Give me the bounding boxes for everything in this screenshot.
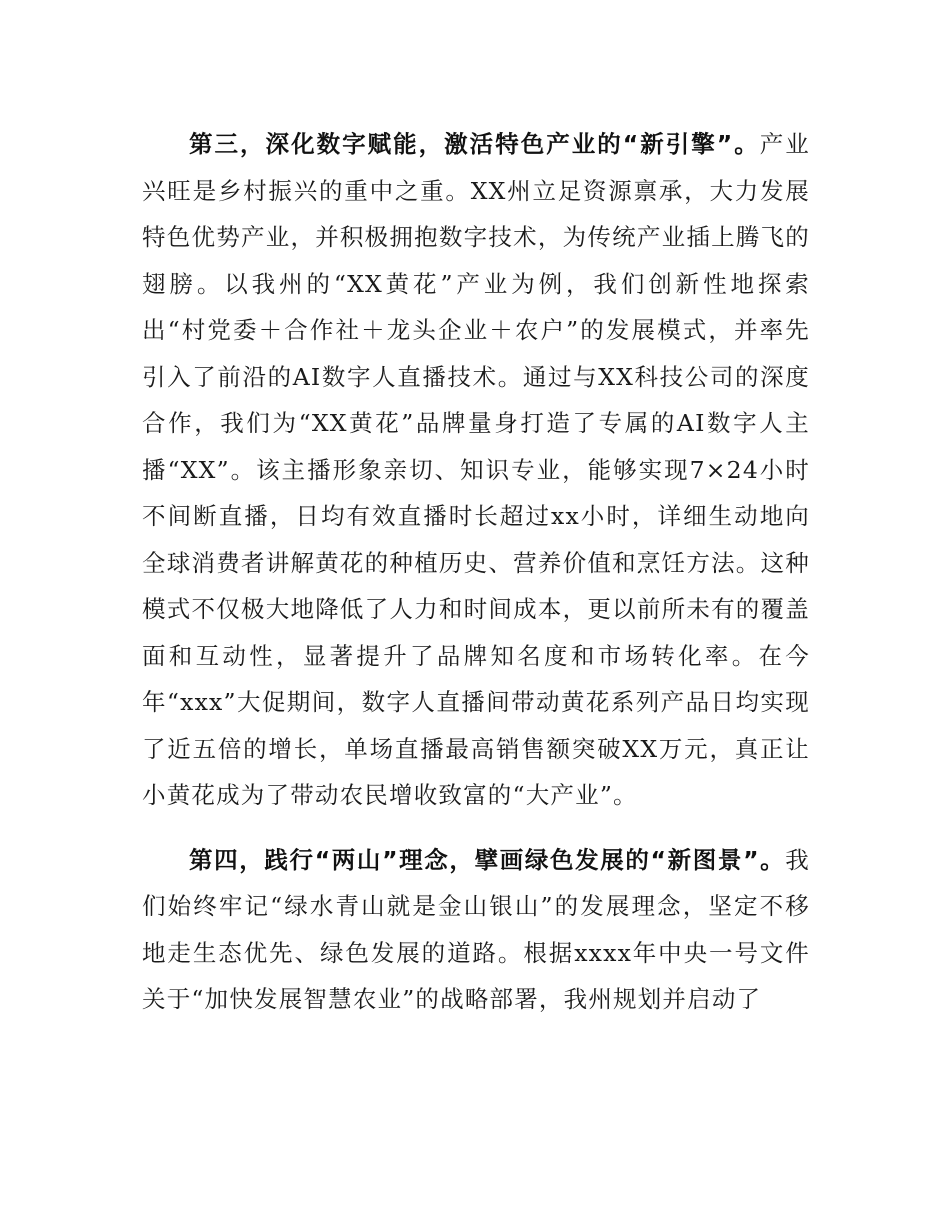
document-body bbox=[142, 121, 810, 1023]
paragraph-heading: 第四，践行“两山”理念，擘画绿色发展的“新图景”。 bbox=[189, 845, 786, 874]
paragraph-third-point bbox=[142, 121, 810, 819]
paragraph-text: 我们始终牢记“绿水青山就是金山银山”的发展理念，坚定不移地走生态优先、绿色发展的道路。根据xxxx年中央一号文件关于“加快发展智慧农业”的战略部署，我州规划并启动了 bbox=[142, 845, 810, 1013]
paragraph-text: 产业兴旺是乡村振兴的重中之重。XX州立足资源禀承，大力发展特色优势产业，并积极拥抱数字技术，为传统产业插上腾飞的翅膀。以我州的“XX黄花”产业为例，我们创新性地探索出“村党委＋合作社＋龙头企业＋农户”的发展模式，并率先引入了前沿的AI数字人直播技术。通过与XX科技公司的深度合作，我们为“XX黄花”品牌量身打造了专属的AI数字人主播“XX”。该主播形象亲切、知识专业，能够实现7×24小时不间断直播，日均有效直播时长超过xx小时，详细生动地向全球消费者讲解黄花的种植历史、营养价值和烹饪方法。这种模式不仅极大地降低了人力和时间成本，更以前所未有的覆盖面和互动性，显著提升了品牌知名度和市场转化率。在今年“xxx”大促期间，数字人直播间带动黄花系列产品日均实现了近五倍的增长，单场直播最高销售额突破XX万元，真正让小黄花成为了带动农民增收致富的“大产业”。 bbox=[142, 130, 810, 809]
paragraph-heading: 第三，深化数字赋能，激活特色产业的“新引擎”。 bbox=[189, 130, 760, 158]
paragraph-fourth-point bbox=[142, 837, 810, 1023]
